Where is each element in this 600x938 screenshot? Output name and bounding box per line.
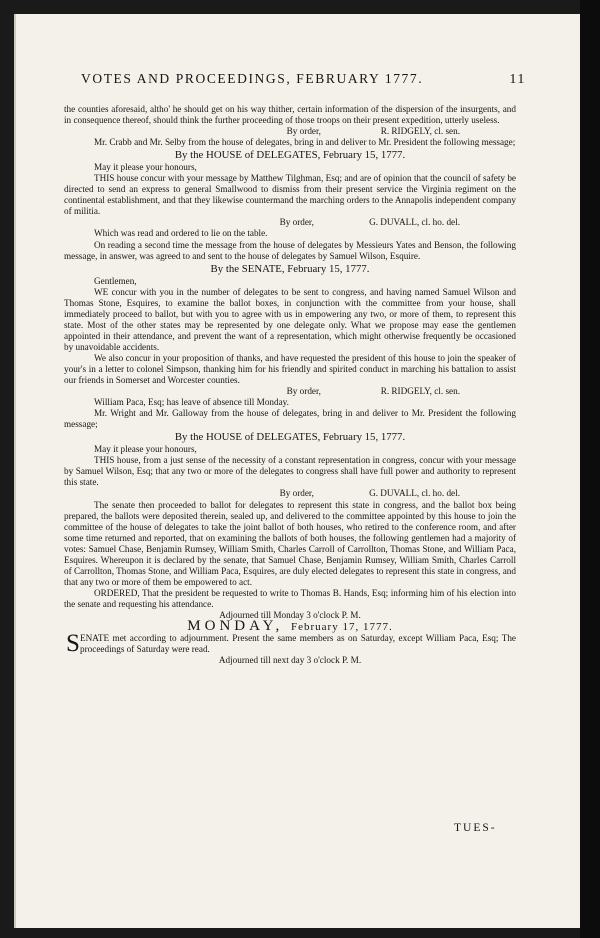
- page-number: 11: [509, 72, 526, 87]
- paragraph-9: Mr. Wright and Mr. Galloway from the house of delegates, bring in and deliver to Mr. President the following message;: [64, 408, 516, 430]
- signature-ridgely-2: R. RIDGELY, cl. sen.: [380, 386, 460, 397]
- day-name: MONDAY,: [187, 618, 284, 635]
- heading-senate: By the SENATE, February 15, 1777.: [210, 262, 370, 275]
- drop-capital: S: [66, 630, 80, 658]
- paragraph-6: WE concur with you in the number of delegates to be sent to congress, and having named Samuel Wilson and Thomas Stone, Esquires, to examine the ballot boxes, in conjunction with the committee from your house, shall immediately proceed to ballot, but with you to agree with us in empowering any two, or more of them, to represent this state. Most of the other states may be represented by one delegate only. What we propose may ease the gentlemen appointed in their attendance, and prevent the want of a representation, which might otherwise frequently be occasioned by unavoidable accidents.: [64, 286, 516, 352]
- paragraph-5: On reading a second time the message from the house of delegates by Messieurs Yates and Benson, the following message, in answer, was agreed to and sent to the house of delegates by Samuel Wilson, Esquire.: [64, 239, 516, 261]
- by-order-2: [64, 217, 516, 228]
- signature-duvall-2: G. DUVALL, cl. ho. del.: [369, 488, 460, 499]
- adjournment-1: Adjourned till Monday 3 o'clock P. M.: [219, 609, 361, 620]
- paragraph-2: Mr. Crabb and Mr. Selby from the house of delegates, bring in and deliver to Mr. President the following message;: [94, 137, 516, 148]
- salutation-1: May it please your honours,: [94, 162, 197, 173]
- paragraph-7: We also concur in your proposition of thanks, and have requested the president of this house to join the speaker of your's in a letter to colonel Simpson, thanking him for his friendly and spirited conduct in marching his battalion to assist our friends in Somerset and Worcester counties.: [64, 352, 516, 386]
- heading-house-2: By the HOUSE of DELEGATES, February 15, 1777.: [174, 431, 406, 444]
- signature-ridgely-1: R. RIDGELY, cl. sen.: [380, 126, 460, 137]
- paragraph-14: [64, 630, 516, 658]
- paragraph-1: the counties aforesaid, altho' he should get on his way thither, certain information of the dispersion of the insurgents, and in consequence thereof, should think the further proceeding of those troops on their present expedition, utterly useless.: [64, 104, 516, 126]
- salutation-2: Gentlemen,: [94, 275, 137, 286]
- running-title: VOTES AND PROCEEDINGS, FEBRUARY 1777.: [81, 71, 424, 86]
- paragraph-11: The senate then proceeded to ballot for delegates to represent this state in congress, and the ballot box being prepared, the ballots were deposited therein, sealed up, and delivered to the committee appointed by this house to join the committee of the house of delegates to take the joint ballot of both houses, who retired to the conference room, and after some time returned and reported, that on examining the ballots of both houses, the following gentlemen had a majority of votes: Samuel Chase, Benjamin Rumsey, William Smith, Charles Carroll of Carrollton, Thomas Stone, and William Paca, Esquires. Whereupon it is declared by the senate, that Samuel Chase, Benjamin Rumsey, William Smith, Charles Carroll of Carrollton, Thomas Stone, and William Paca, Esquires, are duly elected delegates to represent this state in congress, and that any two or more of them be empowered to act.: [64, 499, 516, 587]
- by-order-1: [64, 126, 516, 137]
- day-date: February 17, 1777.: [290, 621, 393, 634]
- paragraph-14-text: ENATE met according to adjournment. Present the same members as on Saturday, except William Paca, Esq; The proceedings of Saturday were read.: [80, 633, 516, 655]
- paragraph-10: THIS house, from a just sense of the necessity of a constant representation in congress, concur with your message by Samuel Wilson, Esq; that any two or more of the delegates to congress shall have full power and authority to represent this state.: [64, 455, 516, 488]
- by-order-label: By order,: [286, 386, 321, 397]
- by-order-label: By order,: [279, 217, 314, 228]
- page-body: [64, 104, 516, 666]
- catchword: TUES-: [454, 822, 497, 834]
- paragraph-8: William Paca, Esq; has leave of absence till Monday.: [94, 397, 289, 408]
- paragraph-4: Which was read and ordered to lie on the table.: [94, 228, 268, 239]
- adjournment-2: Adjourned till next day 3 o'clock P. M.: [218, 655, 362, 666]
- heading-house-1: By the HOUSE of DELEGATES, February 15, 1777.: [174, 149, 406, 162]
- by-order-label: By order,: [279, 488, 314, 499]
- paragraph-12: ORDERED, That the president be requested to write to Thomas B. Hands, Esq; informing him of his election into the senate and requesting his attendance.: [64, 587, 516, 609]
- binding-edge: [580, 0, 600, 938]
- document-page: [14, 14, 584, 928]
- paragraph-3: THIS house concur with your message by Matthew Tilghman, Esq; and are of opinion that the council of safety be directed to send an express to general Smallwood to dismiss from their present service the Virginia regiment on the continental establishment, and that they likewise countermand the marching orders to the Annapolis independent company of militia.: [64, 173, 516, 217]
- by-order-4: [64, 488, 516, 499]
- salutation-3: May it please your honours,: [94, 444, 197, 455]
- running-header: [81, 71, 526, 88]
- day-heading: [64, 618, 516, 635]
- by-order-label: By order,: [286, 126, 321, 137]
- by-order-3: [64, 386, 516, 397]
- signature-duvall-1: G. DUVALL, cl. ho. del.: [369, 217, 460, 228]
